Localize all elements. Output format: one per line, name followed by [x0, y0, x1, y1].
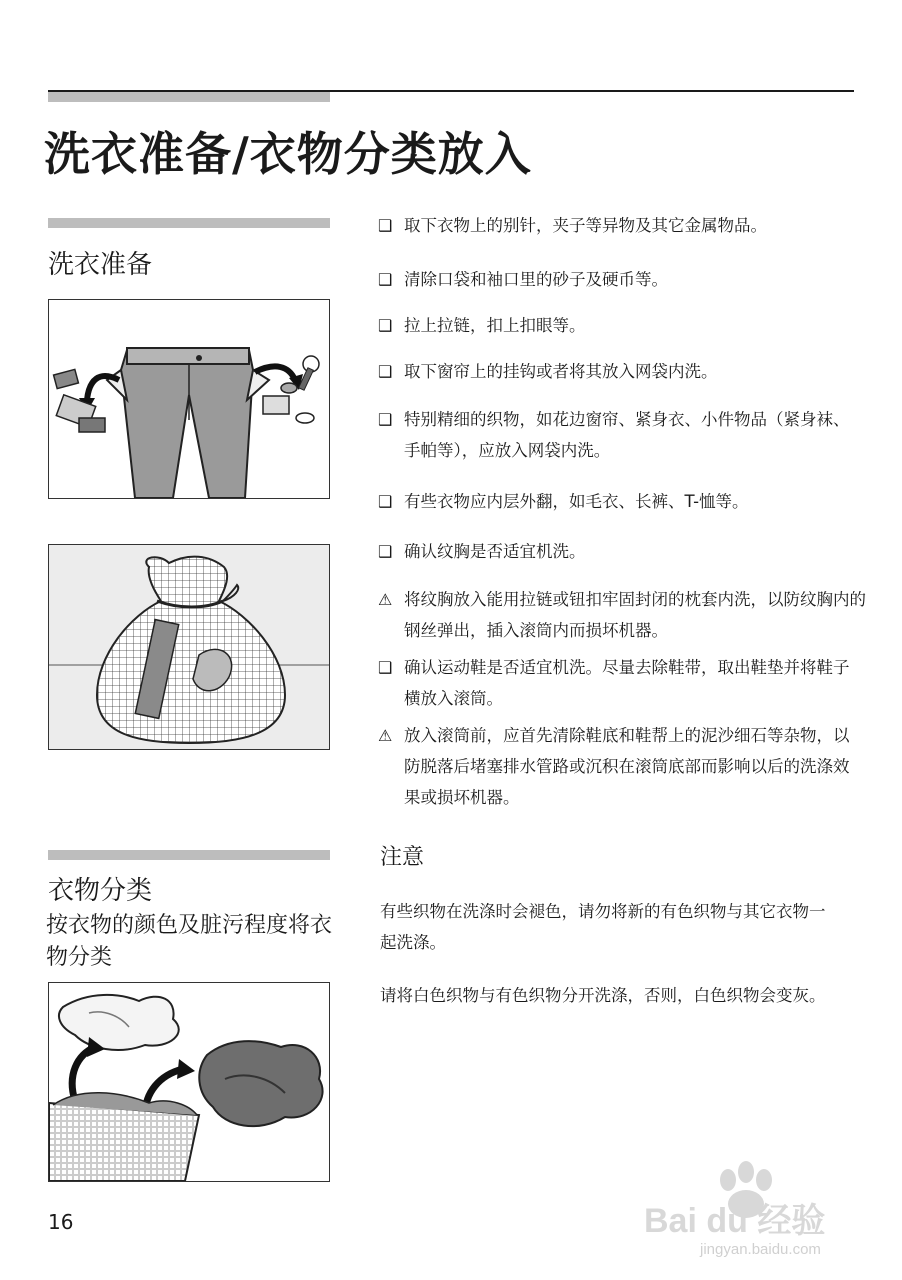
list-item: ⚠ 将纹胸放入能用拉链或钮扣牢固封闭的枕套内洗，以防纹胸内的钢丝弹出，插入滚筒内而损坏机器。 [378, 584, 876, 646]
section-heading-sort: 衣物分类 [48, 876, 153, 906]
note-heading: 注意 [380, 845, 425, 870]
checkbox-icon: ❑ [378, 270, 393, 289]
section-subheading-sort: 按衣物的颜色及脏污程度将衣物分类 [46, 913, 333, 970]
list-item: ❑ 拉上拉链，扣上扣眼等。 [378, 310, 878, 341]
note-paragraph-2: 请将白色织物与有色织物分开洗涤，否则，白色织物会变灰。 [380, 986, 826, 1005]
section-bar-prep [48, 218, 330, 228]
checkbox-icon: ❑ [378, 542, 393, 561]
watermark-brand: Bai du 经验 [644, 1202, 826, 1240]
page-number: 16 [48, 1210, 74, 1234]
laundry-sorting-illustration [48, 982, 330, 1182]
checkbox-icon: ❑ [378, 410, 393, 429]
list-item: ❑ 有些衣物应内层外翻，如毛衣、长裤、T-恤等。 [378, 486, 878, 517]
list-item: ❑ 确认运动鞋是否适宜机洗。尽量去除鞋带，取出鞋垫并将鞋子横放入滚筒。 [378, 652, 868, 714]
checkbox-icon: ❑ [378, 362, 393, 381]
warning-icon: ⚠ [378, 590, 393, 609]
checkbox-icon: ❑ [378, 658, 393, 677]
header-accent-bar [48, 92, 330, 102]
note-paragraph-1: 有些织物在洗涤时会褪色，请勿将新的有色织物与其它衣物一起洗涤。 [380, 902, 826, 952]
pants-pockets-illustration [48, 299, 330, 499]
list-item: ❑ 特别精细的织物，如花边窗帘、紧身衣、小件物品（紧身袜、手帕等），应放入网袋内洗。 [378, 404, 868, 466]
checkbox-icon: ❑ [378, 316, 393, 335]
list-item: ❑ 清除口袋和袖口里的砂子及硬币等。 [378, 264, 878, 295]
list-item: ⚠ 放入滚筒前，应首先清除鞋底和鞋帮上的泥沙细石等杂物，以防脱落后堵塞排水管路或沉积在滚筒底部而影响以后的洗涤效果或损坏机器。 [378, 720, 868, 813]
watermark-url: jingyan.baidu.com [700, 1241, 821, 1258]
laundry-net-bag-illustration [48, 544, 330, 750]
page-title: 洗衣准备/衣物分类放入 [44, 127, 532, 181]
section-bar-sort [48, 850, 330, 860]
list-item: ❑ 确认纹胸是否适宜机洗。 [378, 536, 878, 567]
list-item: ❑ 取下窗帘上的挂钩或者将其放入网袋内洗。 [378, 356, 878, 387]
warning-icon: ⚠ [378, 726, 393, 745]
list-item: ❑ 取下衣物上的别针，夹子等异物及其它金属物品。 [378, 210, 878, 241]
baidu-watermark [640, 1150, 880, 1260]
checkbox-icon: ❑ [378, 216, 393, 235]
baidu-paw-logo-icon [640, 1150, 880, 1260]
checkbox-icon: ❑ [378, 492, 393, 511]
section-heading-prep: 洗衣准备 [48, 250, 153, 280]
